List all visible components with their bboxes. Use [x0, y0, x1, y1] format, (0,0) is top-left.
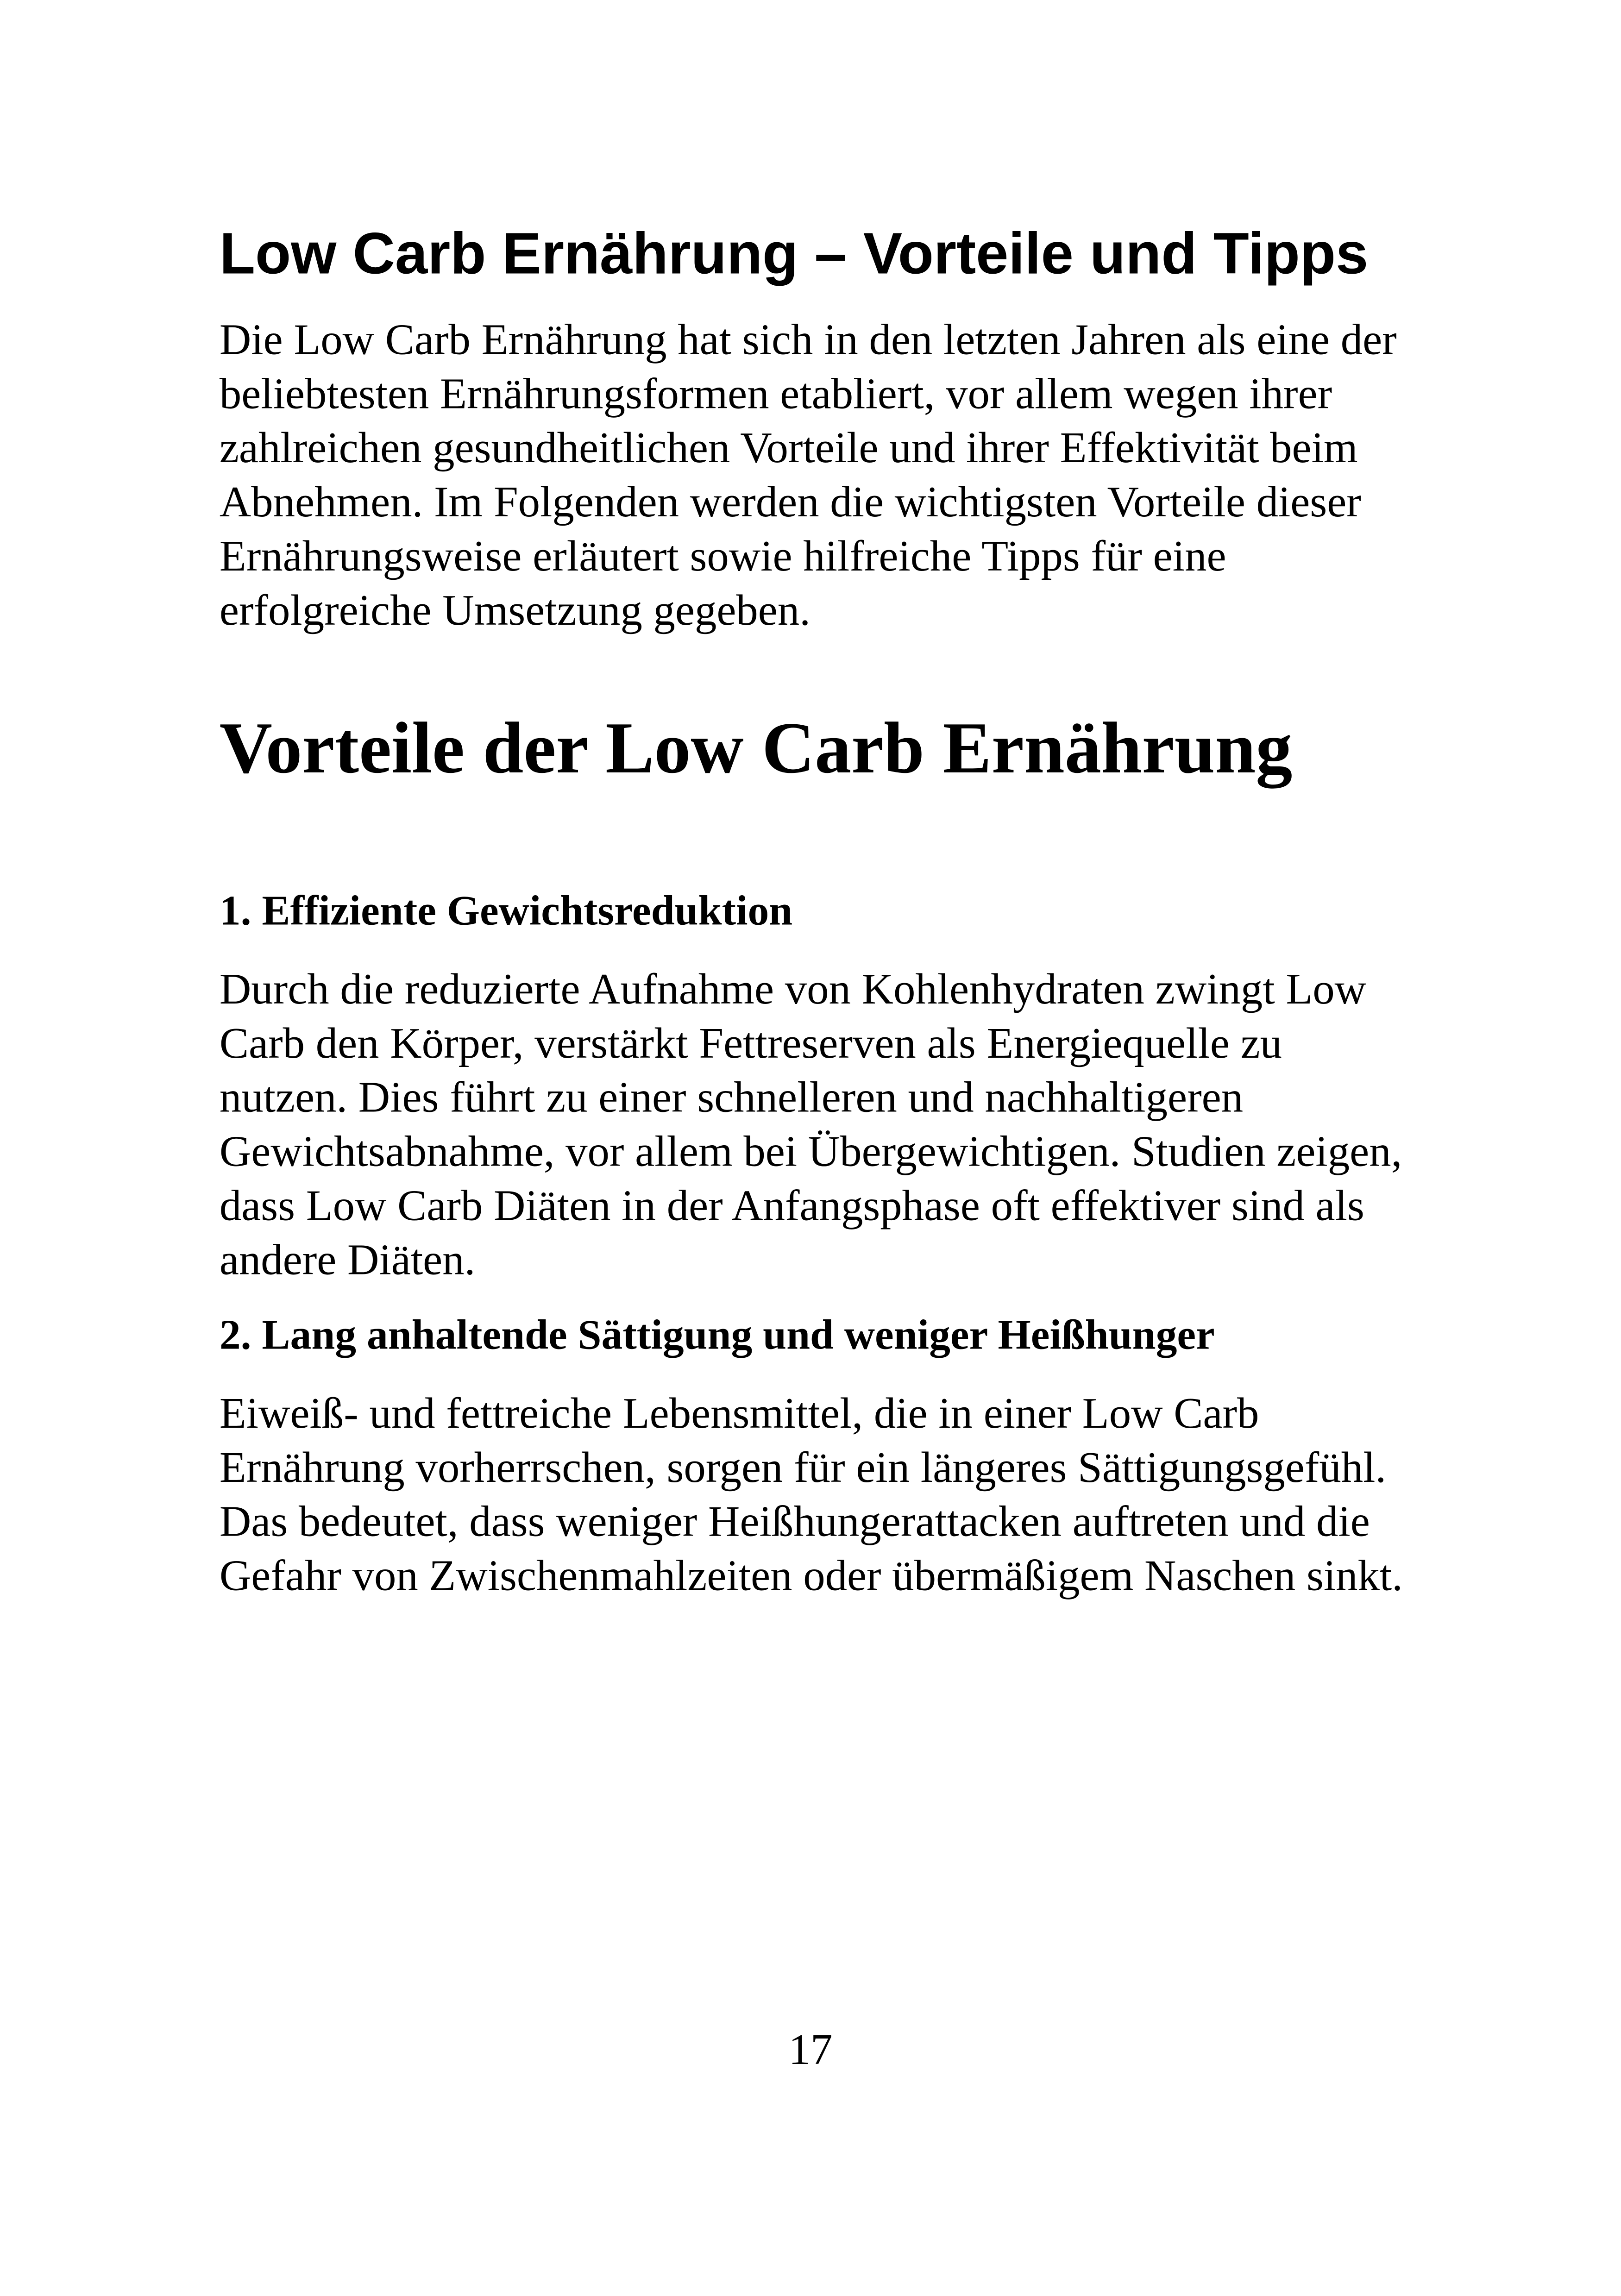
page-content: [220, 220, 1405, 1603]
document-title: Low Carb Ernährung – Vorteile und Tipps: [219, 222, 1369, 287]
intro-paragraph: Die Low Carb Ernährung hat sich in den letzten Jahren als eine der beliebtesten Ernährungsformen etabliert, vor allem wegen ihrer zahlreichen gesundheitlichen Vorteile und ihrer Effektivität beim Abnehmen. Im Folgenden werden die wichtigsten Vorteile dieser Ernährungsweise erläutert sowie hilfreiche Tipps für eine erfolgreiche Umsetzung gegeben.: [219, 316, 1397, 635]
subsection-heading-2: 2. Lang anhaltende Sättigung und weniger Heißhunger: [219, 1312, 1215, 1359]
page-number: 17: [788, 2026, 833, 2075]
subsection-paragraph-1: Durch die reduzierte Aufnahme von Kohlenhydraten zwingt Low Carb den Körper, verstärkt Fettreserven als Energiequelle zu nutzen. Dies führt zu einer schnelleren und nachhaltigeren Gewichtsabnahme, vor allem bei Übergewichtigen. Studien zeigen, dass Low Carb Diäten in der Anfangsphase oft effektiver sind als andere Diäten.: [219, 965, 1402, 1285]
subsection-paragraph-2: Eiweiß- und fettreiche Lebensmittel, die in einer Low Carb Ernährung vorherrschen, sorgen für ein längeres Sättigungsgefühl. Das bedeutet, dass weniger Heißhungerattacken auftreten und die Gefahr von Zwischenmahlzeiten oder übermäßigem Naschen sinkt.: [219, 1389, 1403, 1600]
section-heading: Vorteile der Low Carb Ernährung: [219, 706, 1293, 789]
subsection-heading-1: 1. Effiziente Gewichtsreduktion: [219, 888, 793, 935]
